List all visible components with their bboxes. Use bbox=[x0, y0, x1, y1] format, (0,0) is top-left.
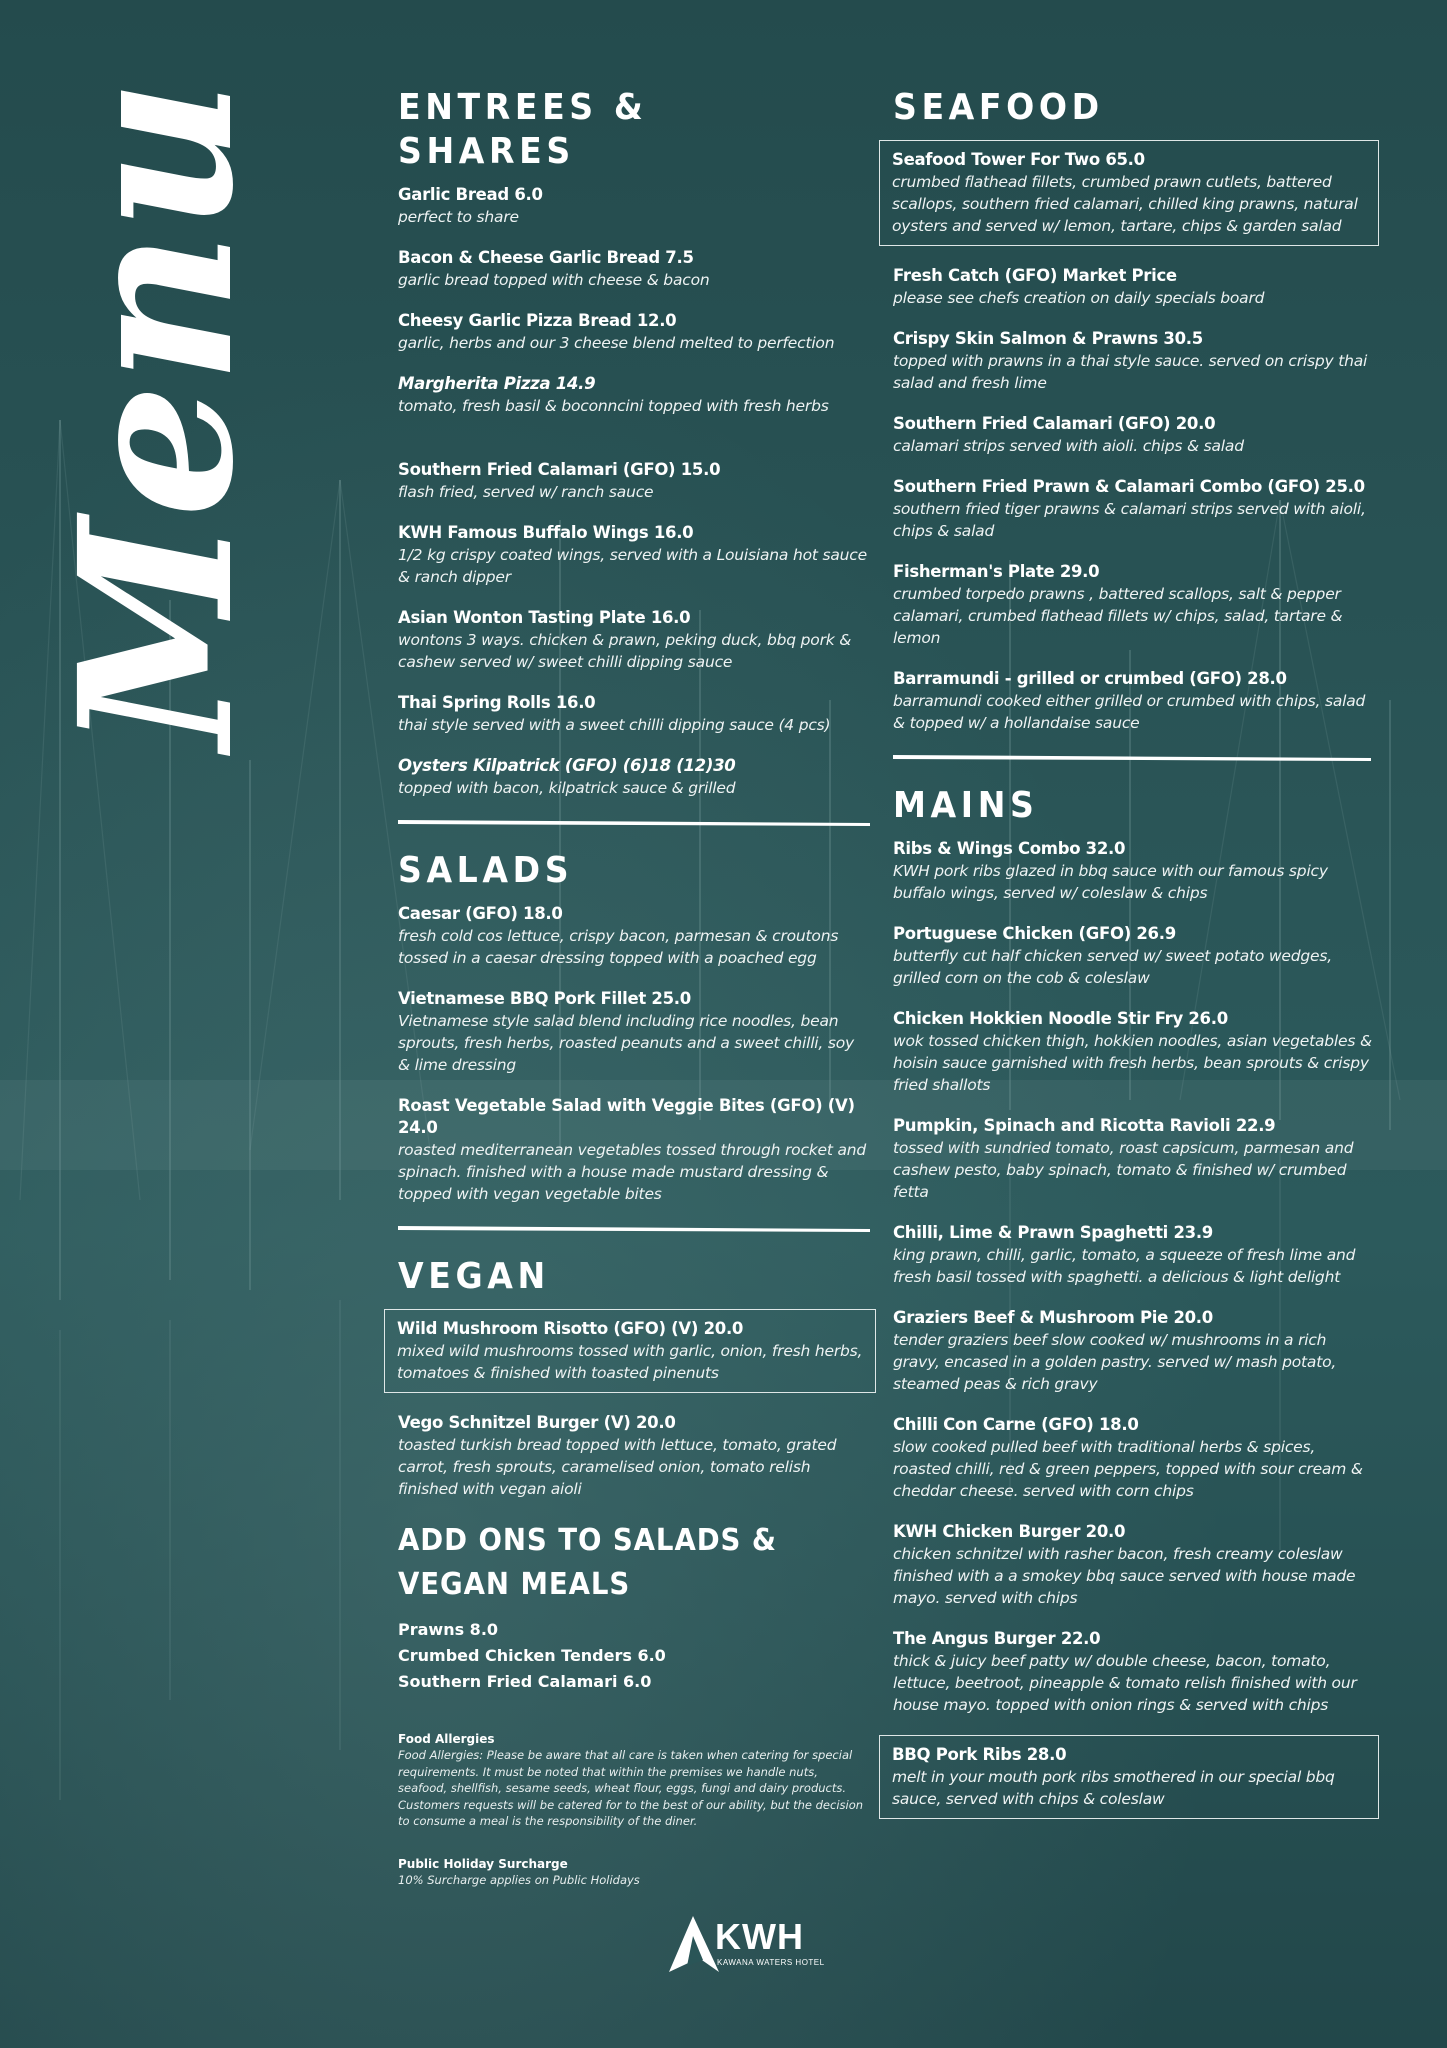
logo-text: KWH bbox=[715, 1916, 804, 1957]
seafood-heading: SEAFOOD bbox=[893, 87, 1104, 128]
surcharge-title: Public Holiday Surcharge bbox=[398, 1856, 568, 1871]
menu-item: KWH Famous Buffalo Wings 16.0 1/2 kg crispy coated wings, served with a Louisiana hot sauce & ranch dipper bbox=[398, 523, 867, 586]
kwh-logo bbox=[663, 1914, 843, 1976]
mains-heading: MAINS bbox=[893, 785, 1039, 826]
menu-item: Southern Fried Calamari (GFO) 20.0 calamari strips served with aioli. chips & salad bbox=[893, 414, 1244, 455]
menu-item-featured: Seafood Tower For Two 65.0 crumbed flathead fillets, crumbed prawn cutlets, battered scallops, southern fried calamari, chilled king prawns, natural oysters and served w/ lemon, tartare, chips & garden salad bbox=[879, 140, 1379, 246]
menu-item: Vego Schnitzel Burger (V) 20.0 toasted turkish bread topped with lettuce, tomato, grated carrot, fresh sprouts, caramelised onion, tomato relish finished with vegan aioli bbox=[398, 1413, 837, 1498]
menu-item: Graziers Beef & Mushroom Pie 20.0 tender graziers beef slow cooked w/ mushrooms in a rich gravy, encased in a golden pastry. served w/ mash potato, steamed peas & rich gravy bbox=[893, 1308, 1337, 1393]
menu-item: Portuguese Chicken (GFO) 26.9 butterfly cut half chicken served w/ sweet potato wedges, grilled corn on the cob & coleslaw bbox=[893, 924, 1332, 987]
food-allergies-text: Food Allergies: Please be aware that all care is taken when catering for special requirements. It must be noted that within the premises we handle nuts, seafood, shellfish, sesame seeds, wheat flour, eggs, fungi and dairy products. Customers requests will be catered for to the best of our ability, but the decision to consume a meal is the responsibility of the diner. bbox=[398, 1748, 864, 1828]
salads-heading: SALADS bbox=[398, 850, 574, 891]
logo-subtitle: KAWANA WATERS HOTEL bbox=[717, 1958, 825, 1967]
menu-item: Crispy Skin Salmon & Prawns 30.5 topped with prawns in a thai style sauce. served on crispy thai salad and fresh lime bbox=[893, 329, 1368, 392]
surcharge-text: 10% Surcharge applies on Public Holidays bbox=[398, 1872, 640, 1887]
menu-item: Fresh Catch (GFO) Market Price please see chefs creation on daily specials board bbox=[893, 266, 1265, 307]
menu-item: Southern Fried Prawn & Calamari Combo (GFO) 25.0 southern fried tiger prawns & calamari strips served with aioli, chips & salad bbox=[893, 477, 1366, 540]
menu-item: Pumpkin, Spinach and Ricotta Ravioli 22.9 tossed with sundried tomato, roast capsicum, parmesan and cashew pesto, baby spinach, tomato & finished w/ crumbed fetta bbox=[893, 1116, 1354, 1201]
menu-item: Cheesy Garlic Pizza Bread 12.0 garlic, herbs and our 3 cheese blend melted to perfection bbox=[398, 311, 835, 352]
menu-item: Margherita Pizza 14.9 tomato, fresh basil & boconncini topped with fresh herbs bbox=[398, 374, 829, 415]
menu-item: Oysters Kilpatrick (GFO) (6)18 (12)30 topped with bacon, kilpatrick sauce & grilled bbox=[398, 756, 736, 797]
section-divider bbox=[398, 1224, 870, 1231]
menu-item: Chicken Hokkien Noodle Stir Fry 26.0 wok tossed chicken thigh, hokkien noodles, asian vegetables & hoisin sauce garnished with fresh herbs, bean sprouts & crispy fried shallots bbox=[893, 1009, 1372, 1094]
menu-item: Ribs & Wings Combo 32.0 KWH pork ribs glazed in bbq sauce with our famous spicy buffalo wings, served w/ coleslaw & chips bbox=[893, 839, 1328, 902]
menu-item: Thai Spring Rolls 16.0 thai style served with a sweet chilli dipping sauce (4 pcs) bbox=[398, 693, 831, 734]
left-column bbox=[398, 86, 870, 1888]
kwh-logo-icon bbox=[663, 1914, 721, 1974]
menu-item: Fisherman's Plate 29.0 crumbed torpedo prawns , battered scallops, salt & pepper calamari, crumbed flathead fillets w/ chips, salad, tartare & lemon bbox=[893, 562, 1343, 647]
menu-item: Garlic Bread 6.0 perfect to share bbox=[398, 185, 543, 226]
svg-text:Menu: Menu bbox=[33, 78, 280, 750]
addon-item: Crumbed Chicken Tenders 6.0 bbox=[398, 1646, 666, 1665]
menu-item: KWH Chicken Burger 20.0 chicken schnitzel with rasher bacon, fresh creamy coleslaw finished with a a smokey bbq sauce served with house made mayo. served with chips bbox=[893, 1522, 1356, 1607]
addons-heading: ADD ONS TO SALADS & VEGAN MEALS bbox=[398, 1523, 777, 1602]
menu-item: Chilli Con Carne (GFO) 18.0 slow cooked pulled beef with traditional herbs & spices, roasted chilli, red & green peppers, topped with sour cream & cheddar cheese. served with corn chips bbox=[893, 1415, 1363, 1500]
right-column bbox=[893, 86, 1373, 1838]
menu-item: Roast Vegetable Salad with Veggie Bites (GFO) (V) 24.0 roasted mediterranean vegetables tossed through rocket and spinach. finished with a house made mustard dressing & topped with vegan vegetable bites bbox=[398, 1096, 867, 1203]
addon-item: Prawns 8.0 bbox=[398, 1620, 499, 1639]
menu-item: Caesar (GFO) 18.0 fresh cold cos lettuce, crispy bacon, parmesan & croutons tossed in a caesar dressing topped with a poached egg bbox=[398, 904, 839, 967]
menu-item: Chilli, Lime & Prawn Spaghetti 23.9 king prawn, chilli, garlic, tomato, a squeeze of fresh lime and fresh basil tossed with spaghetti. a delicious & light delight bbox=[893, 1223, 1356, 1286]
menu-item-featured: Wild Mushroom Risotto (GFO) (V) 20.0 mixed wild mushrooms tossed with garlic, onion, fresh herbs, tomatoes & finished with toasted pinenuts bbox=[384, 1309, 876, 1393]
menu-item: Bacon & Cheese Garlic Bread 7.5 garlic bread topped with cheese & bacon bbox=[398, 248, 710, 289]
addon-item: Southern Fried Calamari 6.0 bbox=[398, 1672, 652, 1691]
menu-item: Southern Fried Calamari (GFO) 15.0 flash fried, served w/ ranch sauce bbox=[398, 460, 721, 501]
vegan-heading: VEGAN bbox=[398, 1256, 550, 1297]
menu-item: Vietnamese BBQ Pork Fillet 25.0 Vietnamese style salad blend including rice noodles, bean sprouts, fresh herbs, roasted peanuts and a sweet chilli, soy & lime dressing bbox=[398, 989, 855, 1074]
menu-item-featured: BBQ Pork Ribs 28.0 melt in your mouth pork ribs smothered in our special bbq sauce, served with chips & coleslaw bbox=[879, 1735, 1379, 1819]
menu-script-title bbox=[33, 78, 280, 770]
section-divider bbox=[893, 753, 1373, 760]
entrees-heading: ENTREES & SHARES bbox=[398, 87, 648, 172]
section-divider bbox=[398, 818, 870, 825]
menu-item: Asian Wonton Tasting Plate 16.0 wontons 3 ways. chicken & prawn, peking duck, bbq pork & cashew served w/ sweet chilli dipping sauce bbox=[398, 608, 852, 671]
menu-item: The Angus Burger 22.0 thick & juicy beef patty w/ double cheese, bacon, tomato, lettuce, beetroot, pineapple & tomato relish finished with our house mayo. topped with onion rings & served with chips bbox=[893, 1629, 1357, 1714]
menu-item: Barramundi - grilled or crumbed (GFO) 28.0 barramundi cooked either grilled or crumbed with chips, salad & topped w/ a hollandaise sauce bbox=[893, 669, 1366, 732]
food-allergies-title: Food Allergies bbox=[398, 1732, 495, 1746]
